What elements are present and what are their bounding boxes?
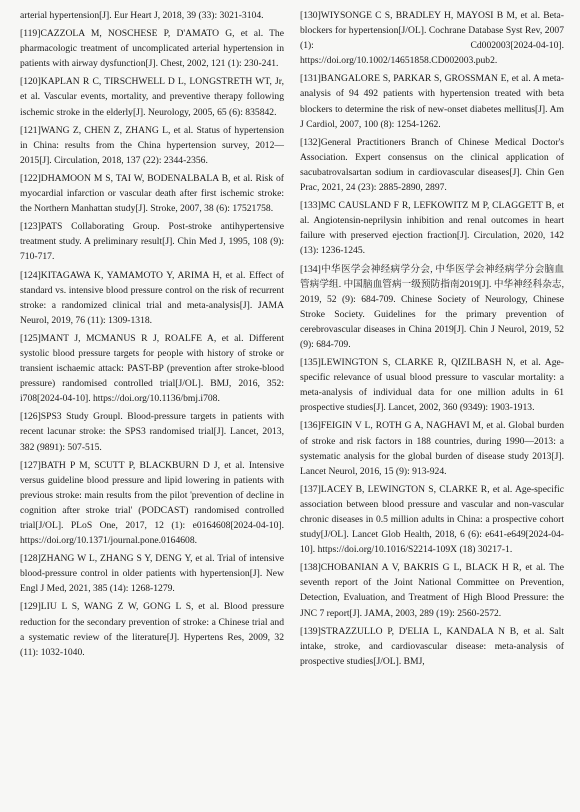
reference-entry bbox=[20, 551, 284, 596]
reference-number: [121] bbox=[20, 124, 41, 136]
reference-number: [133] bbox=[300, 200, 321, 212]
reference-column-left bbox=[20, 8, 284, 812]
reference-entry bbox=[20, 171, 284, 216]
reference-text: BANGALORE S, PARKAR S, GROSSMAN E, et al. A meta-analysis of 94 492 patients with hypertension treated with beta blockers to determine the risk of new-onset diabetes mellitus[J]. Am J Cardiol, 2007, 100 (8): 1254-1262. bbox=[300, 73, 564, 130]
reference-number: [136] bbox=[300, 420, 321, 432]
reference-text: WIYSONGE C S, BRADLEY H, MAYOSI B M, et al. Beta-blockers for hypertension[J/OL]. Cochrane Database Syst Rev, 2007 (1): Cd002003[2024-04-10]. https://doi.org/10.1002/14651858.CD002003.pub2. bbox=[300, 10, 564, 67]
reference-text: BATH P M, SCUTT P, BLACKBURN D J, et al. Intensive versus guideline blood pressure and lipid lowering in patients with previous stroke: main results from the pilot 'prevention of decline in cognition after stroke trial' (PODCAST) randomised controlled trial[J/OL]. PLoS One, 2017, 12 (1): e0164608[2024-04-10]. https://doi.org/10.1371/journal.pone.0164608. bbox=[20, 459, 284, 547]
reference-entry bbox=[20, 26, 284, 71]
reference-text: KAPLAN R C, TIRSCHWELL D L, LONGSTRETH WT, Jr, et al. Vascular events, mortality, and preventive therapy following ischemic stroke in the elderly[J]. Neurology, 2005, 65 (6): 835842. bbox=[20, 76, 284, 118]
reference-text: ZHANG W L, ZHANG S Y, DENG Y, et al. Trial of intensive blood-pressure control in older patients with hypertension[J]. New Engl J Med, 2021, 385 (14): 1268-1279. bbox=[20, 553, 284, 595]
reference-number: [139] bbox=[300, 625, 321, 637]
reference-number: [126] bbox=[20, 411, 41, 423]
reference-text: STRAZZULLO P, D'ELIA L, KANDALA N B, et al. Salt intake, stroke, and cardiovascular disease: meta-analysis of prospective studies[J/OL]. BMJ, bbox=[300, 625, 564, 667]
reference-number: [128] bbox=[20, 553, 41, 565]
reference-text: FEIGIN V L, ROTH G A, NAGHAVI M, et al. Global burden of stroke and risk factors in 188 countries, during 1990—2013: a systematic analysis for the global burden of disease study 2013[J]. Lancet Neurol, 2016, 15 (9): 913-924. bbox=[300, 420, 564, 477]
reference-number: [123] bbox=[20, 221, 41, 233]
reference-text: SPS3 Study Groupl. Blood-pressure targets in patients with recent lacunar stroke: the SPS3 randomised trial[J]. Lancet, 2013, 382 (9891): 507-515. bbox=[20, 411, 284, 453]
reference-entry bbox=[300, 71, 564, 131]
reference-entry bbox=[300, 262, 564, 353]
reference-entry bbox=[20, 268, 284, 328]
reference-text: WANG Z, CHEN Z, ZHANG L, et al. Status of hypertension in China: results from the China hypertension survey, 2012—2015[J]. Circulation, 2018, 137 (22): 2344-2356. bbox=[20, 124, 284, 166]
reference-entry bbox=[20, 219, 284, 264]
reference-number: [129] bbox=[20, 601, 41, 613]
reference-number: [120] bbox=[20, 76, 41, 88]
reference-text: LEWINGTON S, CLARKE R, QIZILBASH N, et al. Age-specific relevance of usual blood pressure to vascular mortality: a meta-analysis of individual data for one million adults in 61 prospective studies[J]. Lancet, 2002, 360 (9349): 1903-1913. bbox=[300, 357, 564, 414]
reference-number: [138] bbox=[300, 562, 321, 574]
reference-text: General Practitioners Branch of Chinese Medical Doctor's Association. Expert consensus on the clinical application of sacubatrovalsartan sodium in cardiovascular diseases[J]. Chin Gen Prac, 2021, 24 (23): 2885-2890, 2897. bbox=[300, 136, 564, 194]
reference-text: MC CAUSLAND F R, LEFKOWITZ M P, CLAGGETT B, et al. Angiotensin-neprilysin inhibition and renal outcomes in heart failure with preserved ejection fraction[J]. Circulation, 2020, 142 (13): 1236-1245. bbox=[300, 200, 564, 257]
reference-entry bbox=[300, 482, 564, 557]
reference-text: MANT J, MCMANUS R J, ROALFE A, et al. Different systolic blood pressure targets for people with history of stroke or transient ischaemic attack: PAST-BP (prevention after stroke-blood pressure) randomised controlled trial[J/OL]. BMJ, 2016, 352: i708[2024-04-10]. https://doi.org/10.1136/bmj.i708. bbox=[20, 332, 284, 405]
reference-entry bbox=[20, 123, 284, 168]
reference-text: 中华医学会神经病学分会, 中华医学会神经病学分会脑血管病学组. 中国脑血管病一级预防指南2019[J]. 中华神经科杂志, 2019, 52 (9): 684-709. Chinese Society of Neurology, Chinese Stroke Society. Guidelines for the primary prevention of cerebrovascular diseases in China 2019[J]. Chin J Neurol, 2019, 52 (9): 684-709. bbox=[300, 263, 564, 350]
reference-number: [132] bbox=[300, 136, 321, 148]
reference-entry bbox=[20, 74, 284, 119]
reference-text: PATS Collaborating Group. Post-stroke antihypertensive treatment study. A preliminary result[J]. Chin Med J, 1995, 108 (9): 710-717. bbox=[20, 221, 284, 263]
reference-text: LACEY B, LEWINGTON S, CLARKE R, et al. Age-specific association between blood pressure and vascular and non-vascular chronic diseases in 0.5 million adults in China: a prospective cohort study[J/OL]. Lancet Glob Health, 2018, 6 (6): e641-e649[2024-04-10]. https://doi.org/10.1016/S2214-109X (18) 30217-1. bbox=[300, 483, 564, 556]
reference-entry bbox=[300, 8, 564, 68]
reference-text: CHOBANIAN A V, BAKRIS G L, BLACK H R, et al. The seventh report of the Joint National Committee on Prevention, Detection, Evaluation, and Treatment of High Blood Pressure: the JNC 7 report[J]. JAMA, 2003, 289 (19): 2560-2572. bbox=[300, 562, 564, 619]
reference-text: DHAMOON M S, TAI W, BODENALBALA B, et al. Risk of myocardial infarction or vascular death after first ischemic stroke: the Northern Manhattan study[J]. Stroke, 2007, 38 (6): 17521758. bbox=[20, 172, 284, 215]
reference-entry bbox=[20, 409, 284, 454]
reference-entry bbox=[300, 355, 564, 415]
reference-entry bbox=[300, 624, 564, 669]
reference-text: KITAGAWA K, YAMAMOTO Y, ARIMA H, et al. Effect of standard vs. intensive blood pressure control on the risk of recurrent stroke: a randomized clinical trial and meta-analysis[J]. JAMA Neurol, 2019, 76 (11): 1309-1318. bbox=[20, 269, 284, 326]
reference-text: arterial hypertension[J]. Eur Heart J, 2018, 39 (33): 3021-3104. bbox=[20, 10, 264, 21]
reference-number: [119] bbox=[20, 28, 41, 40]
reference-number: [124] bbox=[20, 269, 41, 281]
reference-entry bbox=[300, 198, 564, 258]
reference-text: LIU L S, WANG Z W, GONG L S, et al. Blood pressure reduction for the secondary prevention of stroke: a Chinese trial and a systematic review of the literature[J]. Hypertens Res, 2009, 32 (11): 1032-1040. bbox=[20, 601, 284, 658]
reference-number: [137] bbox=[300, 483, 321, 495]
reference-entry bbox=[20, 8, 284, 23]
reference-entry bbox=[20, 599, 284, 659]
reference-column-right bbox=[300, 8, 564, 812]
reference-text: CAZZOLA M, NOSCHESE P, D'AMATO G, et al. The pharmacologic treatment of uncomplicated arterial hypertension in patients with airway dysfunction[J]. Chest, 2002, 121 (1): 230-241. bbox=[20, 28, 284, 70]
reference-entry bbox=[300, 135, 564, 195]
reference-number: [134] bbox=[300, 263, 321, 275]
reference-number: [130] bbox=[300, 10, 321, 21]
reference-entry bbox=[20, 331, 284, 406]
reference-number: [125] bbox=[20, 332, 41, 344]
reference-entry bbox=[300, 560, 564, 620]
reference-number: [127] bbox=[20, 459, 41, 471]
reference-number: [135] bbox=[300, 357, 321, 369]
reference-number: [122] bbox=[20, 172, 41, 184]
reference-number: [131] bbox=[300, 73, 321, 85]
reference-entry bbox=[300, 418, 564, 478]
reference-entry bbox=[20, 458, 284, 549]
